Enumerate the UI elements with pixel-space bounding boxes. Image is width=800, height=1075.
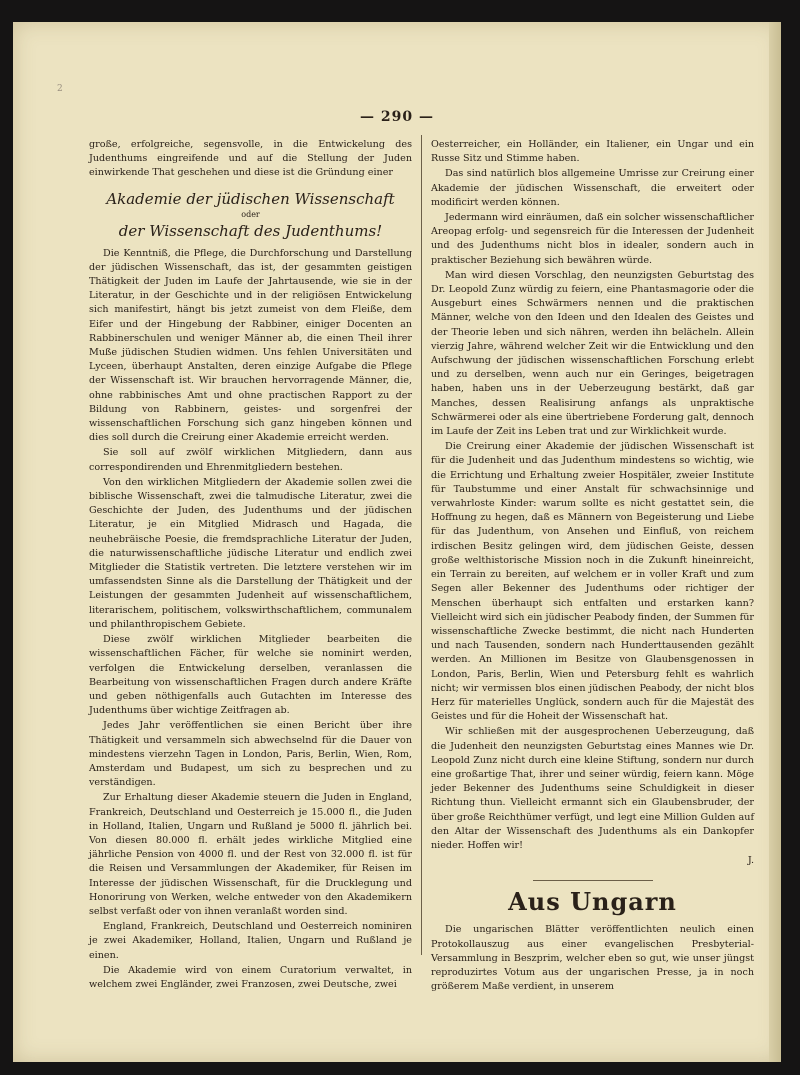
paragraph: Zur Erhaltung dieser Akademie steuern die Juden in England, Frankreich, Deutschland und Oesterreich je 15.000 fl., die Juden in Holland, Italien, Ungarn und Rußland je 5000 fl. jährlich bei. Von diesen 80.000 fl. erhält jedes wirkliche Mitglied eine jährliche Pension von 4000 fl. und der Rest von 32.000 fl. ist für die Reisen und Versammlungen der Akademiker, für Reisen im Interesse der jüdischen Wissenschaft, für die Drucklegung und Honorirung von Werken, welche entweder von den Akademikern selbst verfaßt oder von ihnen veranlaßt worden sind. — [89, 792, 412, 917]
paragraph: Das sind natürlich blos allgemeine Umrisse zur Creirung einer Akademie der jüdischen Wissenschaft, die erweitert oder modificirt werden können. — [431, 168, 754, 208]
paragraph: England, Frankreich, Deutschland und Oesterreich nominiren je zwei Akademiker, Holland, Italien, Ungarn und Rußland je einen. — [89, 921, 412, 961]
paragraph: Die Kenntniß, die Pflege, die Durchforschung und Darstellung der jüdischen Wissenschaft, das ist, der gesammten geistigen Thätigkeit der Juden im Laufe der Jahrtausende, wie sie in der Literatur, in der Geschichte und in der religiösen Entwickelung sich manifestirt, hängt bis jetzt zumeist von dem Fleiße, dem Eifer und der Hingebung der Rabbiner, einiger Docenten an Rabbinerschulen und weniger Männer ab, die einen Theil ihrer Muße jüdischen Studien widmen. Uns fehlen Universitäten und Lyceen, überhaupt Anstalten, deren einzige Aufgabe die Pflege der Wissenschaft ist. Wir brauchen hervorragende Männer, die, ohne rabbinisches Amt und ohne practischen Rapport zu der Bildung von Rabbinern, geistes- und sorgenfrei der wissenschaftlichen Forschung sich ganz hingeben können und dies soll durch die Creirung einer Akademie erreicht werden. — [89, 247, 412, 444]
author-signature: J. — [747, 855, 754, 867]
section-heading: Aus Ungarn — [508, 887, 677, 917]
left-column — [89, 138, 412, 993]
paragraph: Wir schließen mit der ausgesprochenen Ueberzeugung, daß die Judenheit den neunzigsten Geburtstag eines Mannes wie Dr. Leopold Zunz nicht durch eine kleine Stiftung, sondern nur durch eine großartige That, ihrer und seiner würdig, feiern kann. Möge jeder Bekenner des Judenthums seine Schuldigkeit in dieser Richtung thun. Vielleicht ermannt sich ein Glaubensbruder, der über große Reichthümer verfügt, und legt eine Million Gulden auf den Altar der Wissenschaft des Judenthums als ein Dankopfer nieder. Hoffen wir! — [431, 726, 754, 851]
article-heading: Akademie der jüdischen Wissenschaft — [106, 189, 395, 208]
paragraph: Von den wirklichen Mitgliedern der Akademie sollen zwei die biblische Wissenschaft, zwei die talmudische Literatur, zwei die Geschichte der Juden, des Judenthums und der jüdischen Literatur, je ein Mitglied Midrasch und Hagada, die neuhebräische Poesie, die fremdsprachliche Literatur der Juden, die naturwissenschaftliche jüdische Literatur und endlich zwei Mitglieder die Statistik vertreten. Die letztere verstehen wir im umfassendsten Sinne als die Darstellung der Thätigkeit und der Leistungen der gesammten Judenheit auf wissenschaftlichem, literarischem, politischem, volkswirthschaftlichem, communalem und philanthropischem Gebiete. — [89, 476, 412, 630]
paragraph: Oesterreicher, ein Holländer, ein Italiener, ein Ungar und ein Russe Sitz und Stimme haben. — [431, 139, 754, 165]
intro-paragraph: große, erfolgreiche, segensvolle, in die Entwickelung des Judenthums eingreifende und auf die Stellung der Juden einwirkende That geschehen und diese ist die Gründung einer — [89, 139, 412, 179]
page-edge — [769, 22, 781, 1062]
paragraph: Die ungarischen Blätter veröffentlichten neulich einen Protokollauszug aus einer evangelischen Presbyterial-Versammlung in Beszprim, welcher eben so gut, wie unser jüngst reproduzirtes Votum aus der ungarischen Presse, ja in noch größerem Maße verdient, in unserem — [431, 924, 754, 993]
paragraph: Die Akademie wird von einem Curatorium verwaltet, in welchem zwei Engländer, zwei Franzosen, zwei Deutsche, zwei — [89, 964, 412, 990]
column-divider — [421, 135, 422, 955]
paragraph: Jedermann wird einräumen, daß ein solcher wissenschaftlicher Areopag erfolg- und segensreich für die Interessen der Judenheit und des Judenthums nicht blos in idealer, sondern auch in praktischer Beziehung sich bewähren würde. — [431, 212, 754, 266]
paragraph: Sie soll auf zwölf wirklichen Mitgliedern, dann aus correspondirenden und Ehrenmitgliedern bestehen. — [89, 447, 412, 473]
article-subheading: der Wissenschaft des Judenthums! — [118, 221, 383, 240]
paragraph: Man wird diesen Vorschlag, den neunzigsten Geburtstag des Dr. Leopold Zunz würdig zu feiern, eine Phantasmagorie oder die Ausgeburt eines Schwärmers nennen und die praktischen Männer, welche von den Ideen und den Idealen des Geistes und der Theorie leben und sich nähren, werden ihn belächeln. Allein vierzig Jahre, während welcher Zeit wir die Entwicklung und den Aufschwung der jüdischen wissenschaftlichen Forschung erlebt und zu derselben, wenn auch nur ein Geringes, beigetragen haben, haben uns in der Ueberzeugung bestärkt, daß gar Manches, dessen Realisirung anfangs als unpraktische Schwärmerei oder als eine übertriebene Forderung galt, dennoch im Laufe der Zeit ins Leben trat und zur Wirklichkeit wurde. — [431, 269, 754, 438]
paragraph: Diese zwölf wirklichen Mitglieder bearbeiten die wissenschaftlichen Fächer, für welche sie nominirt werden, verfolgen die Entwickelung derselben, veranlassen die Bearbeitung von wissenschaftlichen Fragen durch andere Kräfte und geben nöthigenfalls auch Gutachten im Interesse des Judenthums über wichtige Zeitfragen ab. — [89, 634, 412, 717]
margin-mark: 2 — [57, 84, 63, 94]
right-column — [431, 138, 754, 995]
heading-connector: oder — [241, 209, 260, 219]
paragraph: Jedes Jahr veröffentlichen sie einen Bericht über ihre Thätigkeit und versammeln sich abwechselnd für die Dauer von mindestens vierzehn Tagen in London, Paris, Berlin, Wien, Rom, Amsterdam und Budapest, um sich zu besprechen und zu verständigen. — [89, 720, 412, 789]
section-rule — [533, 880, 653, 881]
newspaper-page — [13, 22, 781, 1062]
paragraph: Die Creirung einer Akademie der jüdischen Wissenschaft ist für die Judenheit und das Judenthum mindestens so wichtig, wie die Errichtung und Erhaltung zweier Hospitäler, zweier Institute für Taubstumme und einer Anstalt für schwachsinnige und verwahrloste Kinder: warum sollte es nicht gestattet sein, die Hoffnung zu hegen, daß es Männern von Begeisterung und Liebe für das Judenthum, von Ansehen und Einfluß, von reichem irdischen Besitz gelingen wird, dem jüdischen Geiste, dessen große welthistorische Mission noch in die Zukunft hineinreicht, ein Terrain zu bereiten, auf welchem er in voller Kraft und zum Segen aller Bekenner des Judenthums oder richtiger der Menschen überhaupt sich entfalten und erstarken kann? Vielleicht wird sich ein jüdischer Peabody finden, der Summen für wissenschaftliche Zwecke bestimmt, die nicht nach Hunderten und nach Tausenden, sondern nach Hunderttausenden gezählt werden. An Millionen im Besitze von Glaubensgenossen in London, Paris, Berlin, Wien und Petersburg fehlt es wahrlich nicht; wir vermissen blos einen jüdischen Peabody, der nicht blos Herz für materielles Unglück, sondern auch für die Majestät des Geistes und für die Hoheit der Wissenschaft hat. — [431, 441, 754, 723]
page-number: — 290 — — [360, 109, 434, 125]
